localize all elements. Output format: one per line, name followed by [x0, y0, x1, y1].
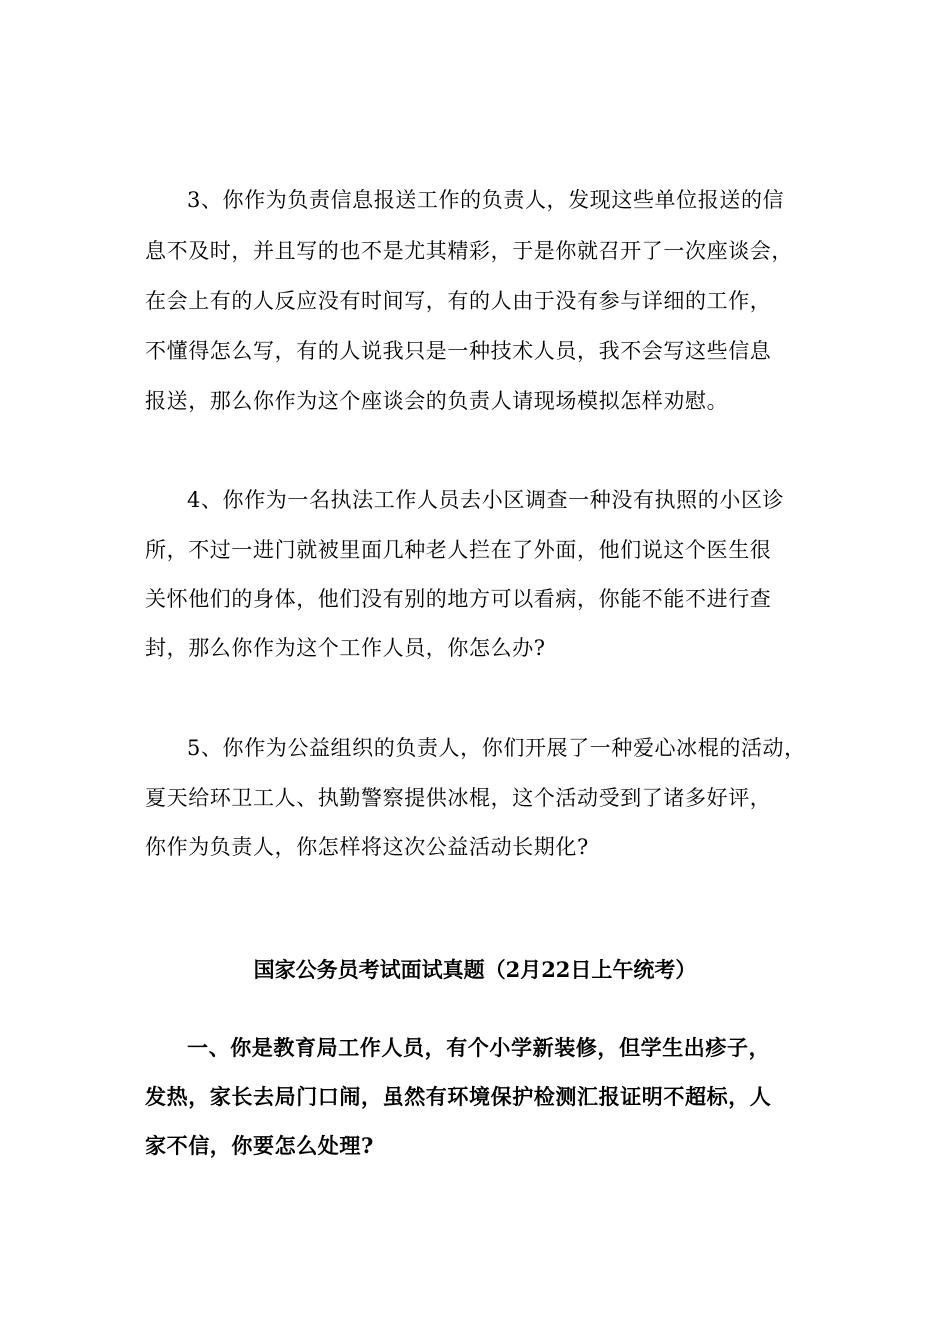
q-one-line-3: 家不信，你要怎么处理? [145, 1133, 374, 1158]
q3-line-1: 3、你作为负责信息报送工作的负责人，发现这些单位报送的信 [187, 188, 785, 212]
q5-line-1: 5、你作为公益组织的负责人，你们开展了一种爱心冰棍的活动， [187, 736, 806, 760]
q5-line-3: 你作为负责人，你怎样将这次公益活动长期化? [145, 835, 589, 859]
q3-line-4: 不懂得怎么写，有的人说我只是一种技术人员，我不会写这些信息 [145, 339, 772, 363]
q-one-line-1: 一、你是教育局工作人员，有个小学新装修，但学生出疹子， [187, 1035, 771, 1060]
q4-line-4: 封，那么你作为这个工作人员，你怎么办? [145, 636, 546, 660]
q5-line-2: 夏天给环卫工人、执勤警察提供冰棍，这个活动受到了诸多好评， [145, 786, 772, 810]
q3-line-2: 息不及时，并且写的也不是尤其精彩，于是你就召开了一次座谈会， [145, 239, 793, 263]
q3-line-3: 在会上有的人反应没有时间写，有的人由于没有参与详细的工作， [145, 289, 772, 313]
q3-line-5: 报送，那么你作为这个座谈会的负责人请现场模拟怎样劝慰。 [145, 389, 729, 413]
q4-line-2: 所，不过一进门就被里面几种老人拦在了外面，他们说这个医生很 [145, 538, 772, 562]
q4-line-1: 4、你作为一名执法工作人员去小区调查一种没有执照的小区诊 [187, 488, 785, 512]
section-title: 国家公务员考试面试真题（2月22日上午统考） [253, 957, 697, 982]
q-one-line-2: 发热，家长去局门口闹，虽然有环境保护检测汇报证明不超标，人 [145, 1084, 772, 1109]
q4-line-3: 关怀他们的身体，他们没有别的地方可以看病，你能不能不进行查 [145, 587, 772, 611]
